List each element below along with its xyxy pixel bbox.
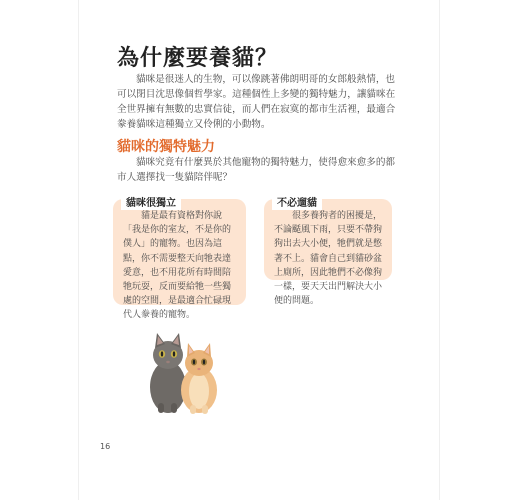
independent-cat-box xyxy=(113,198,246,321)
kittens-photo xyxy=(138,315,228,415)
page-title: 為什麼要養貓？ xyxy=(117,46,279,71)
grey-kitten xyxy=(150,333,186,413)
page-number: 16 xyxy=(100,442,111,451)
independent-cat-label: 貓咪很獨立 xyxy=(121,192,181,210)
independent-cat-text: 貓是最有資格對你說「我是你的室友，不是你的僕人」的寵物。也因為這點，你不需要整天向牠表達愛意，也不用花所有時間陪牠玩耍，反而要給牠一些獨處的空間，是最適合忙碌現代人豢養的寵物。 xyxy=(123,211,232,321)
section-heading: 貓咪的獨特魅力 xyxy=(117,139,215,155)
no-walk-box xyxy=(264,198,392,307)
no-walk-text: 很多養狗者的困擾是，不論颳風下雨，只要不帶狗狗出去大小便，牠們就是憋著不上。貓會自己到貓砂盆上廁所，因此牠們不必像狗一樣，要天天出門解決大小便的問題。 xyxy=(274,211,383,307)
orange-kitten xyxy=(181,343,217,414)
section-paragraph: 貓咪究竟有什麼異於其他寵物的獨特魅力，使得愈來愈多的都市人選擇找一隻貓陪伴呢？ xyxy=(117,157,396,183)
no-walk-label: 不必遛貓 xyxy=(272,192,322,210)
intro-paragraph: 貓咪是很迷人的生物，可以像跳著佛朗明哥的女郎般熱情，也可以閉目沈思像個哲學家。這種個性上多變的獨特魅力，讓貓咪在全世界擁有無數的忠實信徒，而人們在寂寞的都市生活裡，最適合豢養貓咪這種獨立又伶俐的小動物。 xyxy=(117,74,396,130)
